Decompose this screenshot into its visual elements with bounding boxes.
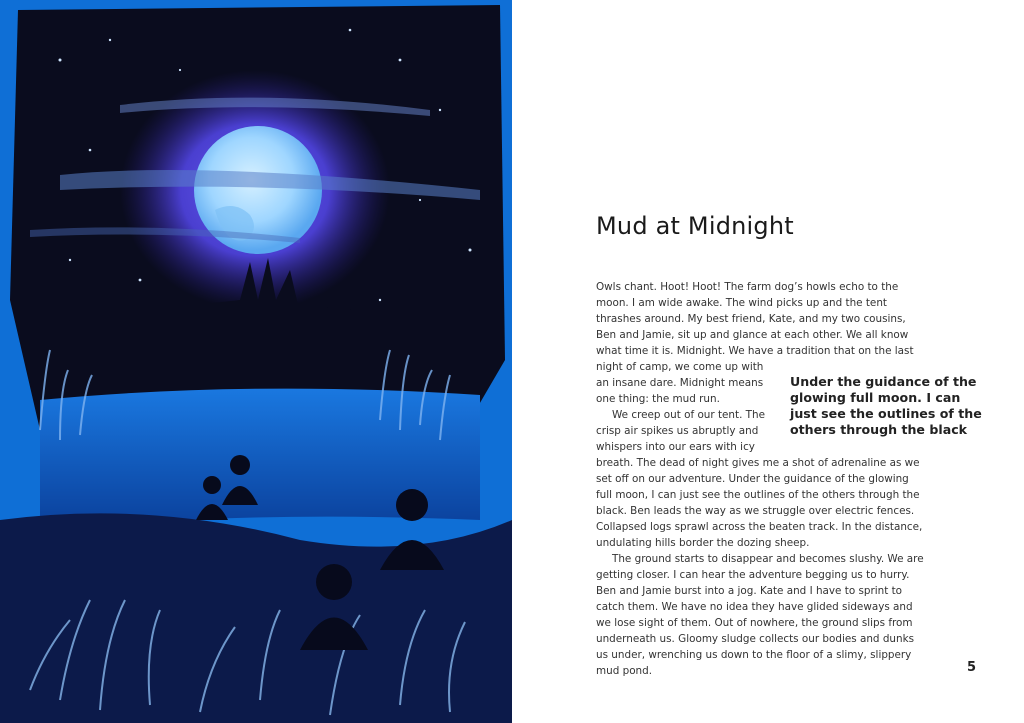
story-line: We creep out of our tent. The (612, 409, 766, 421)
pull-quote-line: just see the outlines of the (790, 406, 982, 421)
story-line: breath. The dead of night gives me a shot of adrenaline as we (596, 457, 920, 469)
text-page (512, 0, 1024, 723)
story-line: one thing: the mud run. (596, 393, 720, 405)
story-line: Ben and Jamie burst into a jog. Kate and I have to sprint to (596, 585, 903, 597)
story-line: crisp air spikes us abruptly and (596, 425, 759, 437)
pull-quote-line: Under the guidance of the (790, 374, 977, 389)
story-line: catch them. We have no idea they have glided sideways and (596, 601, 913, 613)
story-line: Ben and Jamie, sit up and glance at each other. We all know (596, 329, 909, 341)
page-number: 5 (967, 660, 977, 675)
story-line: black. Ben leads the way as we struggle over electric fences. (596, 505, 915, 517)
story-line: what time it is. Midnight. We have a tradition that on the last (596, 345, 914, 357)
story-line: whispers into our ears with icy (596, 441, 755, 453)
story-line: Owls chant. Hoot! Hoot! The farm dog’s howls echo to the (596, 281, 899, 293)
story-line: full moon, I can just see the outlines of the others through the (596, 489, 920, 501)
story-line: undulating hills border the dozing sheep. (596, 537, 810, 549)
story-line: us under, wrenching us down to the floor of a slimy, slippery (596, 649, 912, 661)
story-line: thrashes around. My best friend, Kate, and my two cousins, (596, 313, 906, 325)
pull-quote-line: others through the black (790, 422, 968, 437)
story-title: Mud at Midnight (596, 212, 794, 240)
story-line: set off on our adventure. Under the guidance of the glowing (596, 473, 909, 485)
story-line: getting closer. I can hear the adventure begging us to hurry. (596, 569, 910, 581)
story-line: underneath us. Gloomy sludge collects our bodies and dunks (596, 633, 915, 645)
story-line: an insane dare. Midnight means (596, 377, 764, 389)
story-line: Collapsed logs sprawl across the beaten track. In the distance, (596, 521, 923, 533)
story-line: we lose sight of them. Out of nowhere, the ground slips from (596, 617, 913, 629)
story-line: moon. I am wide awake. The wind picks up and the tent (596, 297, 887, 309)
story-line: mud pond. (596, 665, 653, 677)
story-line: The ground starts to disappear and becomes slushy. We are (612, 553, 924, 565)
story-line: night of camp, we come up with (596, 361, 764, 373)
pull-quote-line: glowing full moon. I can (790, 390, 961, 405)
